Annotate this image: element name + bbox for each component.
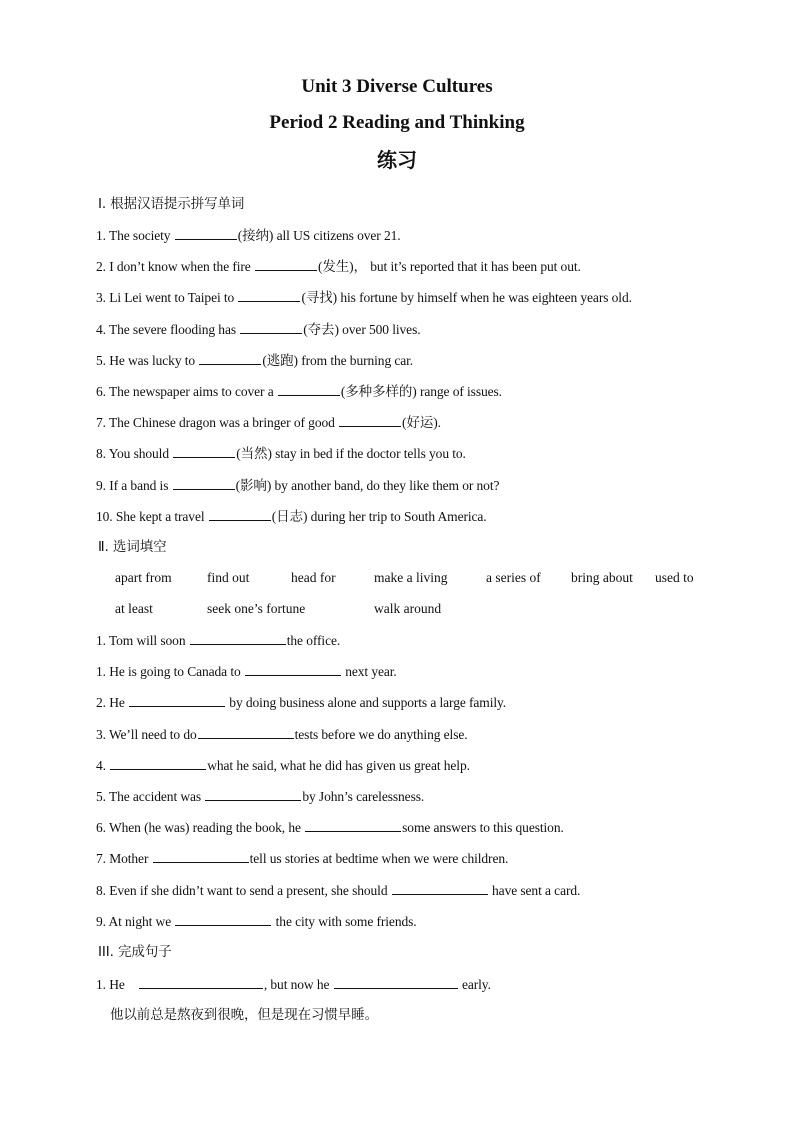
part1-question <box>96 288 632 307</box>
question-text: tell us stories at bedtime when we were children. <box>249 851 509 867</box>
question-text: the city with some friends. <box>272 913 417 929</box>
question-text: 6. The newspaper aims to cover a <box>96 384 277 399</box>
answer-blank[interactable] <box>245 662 341 676</box>
question-text: 1. The society <box>96 228 174 243</box>
part2-question <box>96 787 424 806</box>
answer-blank[interactable] <box>198 725 294 739</box>
question-text: by doing business alone and supports a large family. <box>226 695 507 711</box>
question-text: 7. The Chinese dragon was a bringer of good <box>96 415 339 431</box>
question-text: some answers to this question. <box>402 820 564 836</box>
question-text: 9. If a band is <box>96 477 172 493</box>
part1-question <box>96 226 401 245</box>
part2-question <box>96 849 508 868</box>
period-title: Period 2 Reading and Thinking <box>269 112 525 133</box>
chinese-hint: (夺去) over 500 lives. <box>303 321 421 337</box>
question-text: by John’s carelessness. <box>302 789 425 804</box>
answer-blank[interactable] <box>199 351 261 365</box>
part1-question <box>96 413 441 432</box>
part3-question-1-chinese: 他以前总是熬夜到很晚，但是现在习惯早睡。 <box>110 1007 378 1023</box>
word-bank-item: find out <box>207 570 250 585</box>
question-text: 1. He <box>96 977 125 992</box>
answer-blank[interactable] <box>240 320 302 334</box>
part2-question <box>96 725 468 744</box>
part2-question <box>96 912 417 931</box>
word-bank-item: used to <box>655 570 694 585</box>
part1-question <box>96 351 413 370</box>
part2-question <box>96 881 580 900</box>
word-bank-item: at least <box>115 601 153 616</box>
question-text: 6. When (he was) reading the book, he <box>96 820 305 836</box>
part1-question <box>96 257 581 276</box>
question-text: 10. She kept a travel <box>96 508 208 524</box>
question-text: 8. You should <box>96 446 173 462</box>
answer-blank[interactable] <box>175 226 237 240</box>
word-bank-item: a series of <box>486 570 541 585</box>
question-text: have sent a card. <box>488 882 581 898</box>
question-text: 9. At night we <box>96 913 175 929</box>
question-text: early. <box>458 977 491 992</box>
word-bank-item: seek one’s fortune <box>207 601 306 616</box>
question-text: 7. Mother <box>96 851 152 867</box>
answer-blank[interactable] <box>129 693 225 707</box>
answer-blank[interactable] <box>175 912 271 926</box>
part1-question <box>96 507 487 526</box>
answer-blank[interactable] <box>278 382 340 396</box>
question-text: tests before we do anything else. <box>294 726 468 742</box>
question-text: 3. Li Lei went to Taipei to <box>96 290 238 306</box>
unit-title: Unit 3 Diverse Cultures <box>301 76 493 97</box>
section-2-heading: Ⅱ. 选词填空 <box>98 539 167 555</box>
part1-question <box>96 444 466 463</box>
chinese-hint: (影响) by another band, do they like them or not? <box>235 477 500 493</box>
answer-blank[interactable] <box>139 975 263 989</box>
part1-question <box>96 382 502 401</box>
answer-blank[interactable] <box>173 444 235 458</box>
word-bank-item: bring about <box>571 570 633 585</box>
word-bank-item: head for <box>291 570 336 585</box>
section-1-heading: Ⅰ. 根据汉语提示拼写单词 <box>98 196 245 212</box>
chinese-hint: (接纳) all US citizens over 21. <box>237 228 401 243</box>
chinese-hint: (寻找) his fortune by himself when he was eighteen years old. <box>301 290 632 306</box>
question-text: what he said, what he did has given us great help. <box>207 757 470 773</box>
chinese-hint: (多种多样的) range of issues. <box>340 384 502 399</box>
part3-question-1 <box>96 975 491 994</box>
question-text: 4. The severe flooding has <box>96 321 240 337</box>
answer-blank[interactable] <box>110 756 206 770</box>
part2-question <box>96 693 506 712</box>
exercise-title: 练习 <box>377 148 417 172</box>
question-text: next year. <box>341 664 397 680</box>
answer-blank[interactable] <box>205 787 301 801</box>
question-text: 5. The accident was <box>96 789 205 804</box>
chinese-hint: (好运). <box>402 415 441 431</box>
question-text: 1. He is going to Canada to <box>96 664 244 680</box>
part2-question <box>96 631 340 650</box>
question-text: 4. <box>96 757 110 773</box>
answer-blank[interactable] <box>334 975 458 989</box>
section-3-heading: III. 完成句子 <box>98 944 172 960</box>
part2-question <box>96 818 564 837</box>
answer-blank[interactable] <box>190 631 286 645</box>
chinese-hint: (逃跑) from the burning car. <box>262 352 414 368</box>
question-text: 3. We’ll need to do <box>96 726 197 742</box>
chinese-hint: (当然) stay in bed if the doctor tells you to. <box>236 446 466 462</box>
word-bank-item: make a living <box>374 570 448 585</box>
answer-blank[interactable] <box>392 881 488 895</box>
part2-question <box>96 662 397 681</box>
question-text: 8. Even if she didn’t want to send a present, she should <box>96 882 391 898</box>
answer-blank[interactable] <box>173 476 235 490</box>
question-text: 1. Tom will soon <box>96 633 189 648</box>
word-bank-item: apart from <box>115 570 172 585</box>
part1-question <box>96 320 421 339</box>
question-text: 2. He <box>96 695 129 711</box>
chinese-hint: (发生)， but it’s reported that it has been put out. <box>317 259 581 275</box>
answer-blank[interactable] <box>305 818 401 832</box>
answer-blank[interactable] <box>339 413 401 427</box>
question-text: 2. I don’t know when the fire <box>96 259 254 275</box>
answer-blank[interactable] <box>153 849 249 863</box>
answer-blank[interactable] <box>209 507 271 521</box>
part1-question <box>96 476 499 495</box>
part2-question <box>96 756 470 775</box>
chinese-hint: (日志) during her trip to South America. <box>271 508 487 524</box>
question-text: , but now he <box>263 977 333 992</box>
question-text: the office. <box>286 633 341 648</box>
answer-blank[interactable] <box>255 257 317 271</box>
answer-blank[interactable] <box>238 288 300 302</box>
word-bank-item: walk around <box>374 601 442 616</box>
question-text: 5. He was lucky to <box>96 352 199 368</box>
